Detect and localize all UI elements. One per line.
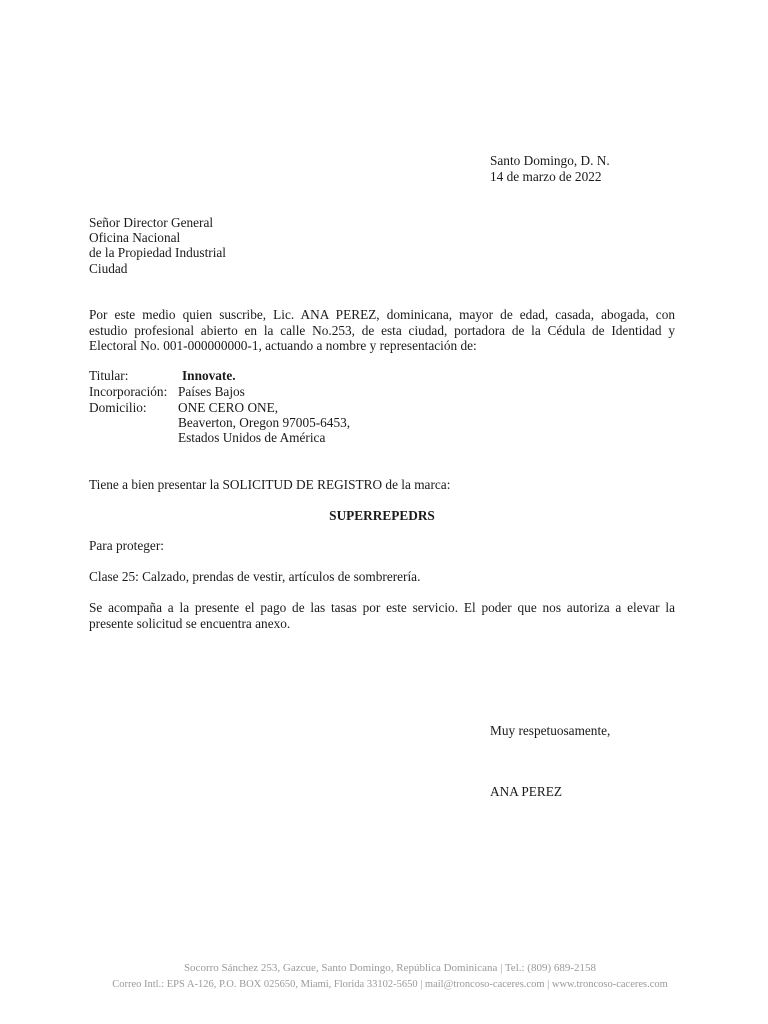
intro-line: Electoral No. 001-000000000-1, actuando a nombre y representación de: [89,338,477,353]
footer-contact: Correo Intl.: EPS A-126, P.O. BOX 025650, Miami, Florida 33102-5650 | mail@troncoso-caceres.com | www.troncoso-caceres.com [112,979,668,990]
recipient-line: de la Propiedad Industrial [89,245,226,260]
recipient-line: Señor Director General [89,215,214,230]
signoff: Muy respetuosamente, [490,723,611,738]
closing-line: Se acompaña a la presente el pago de las tasas por este servicio. El poder que nos autoriza a elevar la [89,600,675,615]
footer-address: Socorro Sánchez 253, Gazcue, Santo Domingo, República Dominicana | Tel.: (809) 689-2158 [183,962,597,974]
protect-label: Para proteger: [89,538,164,553]
domicilio-line: Estados Unidos de América [178,430,326,445]
incorporacion-label: Incorporación: [89,384,168,399]
domicilio-line: Beaverton, Oregon 97005-6453, [178,415,351,430]
closing-line: presente solicitud se encuentra anexo. [89,615,291,631]
request-text: Tiene a bien presentar la SOLICITUD DE REGISTRO de la marca: [89,477,451,492]
clase-text: Clase 25: Calzado, prendas de vestir, artículos de sombrerería. [89,569,421,584]
intro-paragraph [89,307,675,354]
trademark-name: SUPERREPEDRS [329,508,435,523]
intro-line: Por este medio quien suscribe, Lic. ANA PEREZ, dominicana, mayor de edad, casada, abogada, con [89,307,675,322]
recipient-line: Oficina Nacional [89,230,181,245]
closing-paragraph [89,600,675,631]
recipient-line: Ciudad [89,261,128,276]
header-date: 14 de marzo de 2022 [490,169,602,184]
domicilio-label: Domicilio: [89,400,147,415]
domicilio-line: ONE CERO ONE, [178,400,279,415]
intro-line: estudio profesional abierto en la calle No.253, de esta ciudad, portadora de la Cédula de Identidad y [89,322,675,338]
incorporacion-value: Países Bajos [178,384,245,399]
titular-label: Titular: [89,368,129,383]
titular-value: Innovate. [182,368,236,383]
header-city: Santo Domingo, D. N. [490,153,610,168]
signature-name: ANA PEREZ [490,784,563,799]
